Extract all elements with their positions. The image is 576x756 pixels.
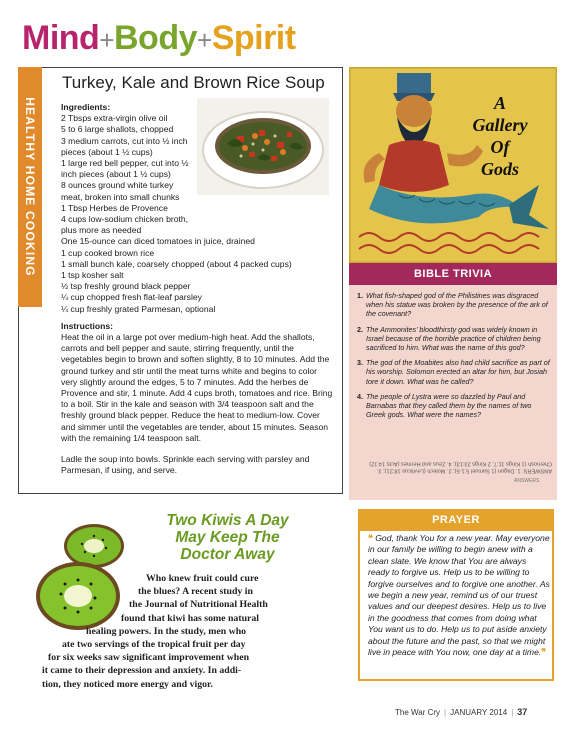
kiwi-line: it came to their depression and anxiety. In addi-	[42, 665, 242, 677]
gallery-title-line: A	[493, 93, 506, 113]
ingredient-line: 2 Tbsps extra-virgin olive oil	[61, 113, 168, 124]
gallery-title-line: Gallery	[472, 115, 528, 135]
trivia-question	[357, 325, 551, 353]
kiwi-line: for six weeks saw significant improvement when	[48, 652, 250, 664]
section-tab-label: HEALTHY HOME COOKING	[23, 97, 37, 277]
trivia-number: 1.	[357, 291, 363, 300]
ingredient-line: 1 tsp kosher salt	[61, 270, 124, 281]
kiwi-title-line: Doctor Away	[180, 546, 275, 563]
ingredient-line: plus more as needed	[61, 225, 142, 236]
kiwi-line: the blues? A recent study in	[138, 586, 253, 598]
masthead-body: Body	[114, 19, 197, 57]
trivia-question-text: What fish-shaped god of the Philistines was disgraced when his statue was broken by the presence of the ark of the covenant?	[366, 291, 548, 319]
masthead-plus-1: +	[99, 25, 114, 55]
trivia-number: 3.	[357, 358, 363, 368]
instructions-label: Instructions:	[61, 320, 114, 331]
recipe-title: Turkey, Kale and Brown Rice Soup	[62, 73, 325, 92]
masthead-spirit: Spirit	[211, 19, 296, 57]
ingredient-line: ½ tsp freshly ground black pepper	[61, 281, 191, 292]
trivia-question-text: The Ammonites' bloodthirsty god was widely known in Israel because of the horrible practice of children being sacrificed to him. What was the name of this god?	[366, 324, 541, 353]
recipe-text	[61, 102, 333, 477]
kiwi-title-line: May Keep The	[175, 529, 280, 546]
masthead-mind: Mind	[22, 19, 100, 57]
ingredient-line: 1 cup cooked brown rice	[61, 247, 155, 258]
trivia-heading: BIBLE TRIVIA	[349, 263, 557, 285]
section-tab	[18, 67, 42, 307]
kiwi-line: the Journal of Nutritional Health	[129, 599, 268, 611]
ingredient-line: 1 large red bell pepper, cut into ½	[61, 158, 189, 169]
ingredient-line: 8 ounces ground white turkey	[61, 180, 174, 191]
kiwi-line: healing powers. In the study, men who	[86, 625, 247, 637]
prayer-heading: PRAYER	[358, 509, 554, 531]
trivia-question	[357, 358, 551, 386]
instructions-text: Heat the oil in a large pot over medium-high heat. Add the shallots, carrots and bell pepper and saute, stirring frequently, until the vegetables begin to brown and soften slightly, 8 to 10 minutes. Add the ground turkey and stir until the meat turns white and begins to color very slightly around the edges, 5 to 7 minutes. Add the herbes de Provence and stir, 1 minute. Add 4 cups broth, tomatoes and rice. Bring to a boil. Stir in the kale and season with 3/4 teaspoon salt and the freshly ground black pepper. Reduce the heat to medium-low. Cover and simmer until the vegetables are tender, about 15 minutes. Season with the remaining 1/4 teaspoon salt.	[61, 332, 333, 443]
serving-text: Ladle the soup into bowls. Sprinkle each serving with parsley and Parmesan, if using, and serve.	[61, 454, 310, 476]
footer-date: JANUARY 2014	[450, 708, 508, 717]
trivia-question	[357, 392, 551, 420]
kiwi-line: found that kiwi has some natural	[121, 612, 259, 624]
ingredients-label: Ingredients:	[61, 102, 111, 112]
ingredient-line: pieces (about 1 ½ cups)	[61, 146, 153, 157]
trivia-answers-upside-down: ANSWERS: 1. Dagon (1 Samuel 5:1-5); 2. Molech (Leviticus 18:21); 3. Chemosh (1 Kings 11:7, 2 Kings 23:13); 4. Zeus and Hermes (Acts 14:12)	[369, 460, 552, 474]
ingredient-line: 5 to 6 large shallots, chopped	[61, 124, 174, 135]
ingredient-line: 1 Tbsp Herbes de Provence	[61, 202, 168, 213]
kiwi-line: ate two servings of the tropical fruit per day	[62, 639, 246, 651]
trivia-question-text: The god of the Moabites also had child sacrifice as part of his worship. Solomon erected an altar for him, but Josiah tore it down. What was he called?	[366, 358, 550, 386]
masthead	[22, 18, 296, 60]
footer-page-number: 37	[517, 707, 528, 717]
kiwi-line: Who knew fruit could cure	[146, 573, 259, 584]
ingredient-line: 4 cups low-sodium chicken broth,	[61, 214, 189, 225]
trivia-list	[357, 291, 551, 425]
ingredient-line: meat, broken into small chunks	[61, 191, 180, 202]
trivia-answers-label: ANSWERS	[514, 478, 540, 484]
kiwi-article-title	[115, 512, 340, 563]
trivia-question-text: The people of Lystra were so dazzled by Paul and Barnabas that they called them by the names of two Greek gods. What were the names?	[366, 391, 532, 420]
trivia-question	[357, 291, 551, 319]
trivia-number: 2.	[357, 324, 363, 334]
prayer-text-block	[368, 533, 550, 658]
ingredient-line: inch pieces (about 1 ½ cups)	[61, 169, 171, 180]
prayer-text: God, thank You for a new year. May everyone in our family be willing to begin anew with a clean slate. We know that You are always ready to forgive us. Help us to be willing to forgive ourselves and to forgive one another. As we begin a new year, remind us of our truest values and our deepest desires. Help us to live in the goodness that comes from doing what You want us to do. Help us to put aside anxiety about the future and the past, so that we might live in peace with You now, one day at a time.	[368, 533, 550, 658]
ingredient-line: One 15-ounce can diced tomatoes in juice, drained	[61, 236, 255, 247]
kiwi-line: tion, they noticed more energy and vigor.	[42, 678, 213, 690]
close-quote-icon: ❞	[541, 647, 547, 658]
ingredient-line: 1 small bunch kale, coarsely chopped (about 4 packed cups)	[61, 258, 292, 269]
open-quote-icon: ❝	[368, 533, 373, 543]
gallery-title-line: Of	[490, 137, 510, 157]
gallery-title-line: Gods	[480, 159, 519, 179]
gallery-title	[455, 92, 545, 180]
ingredient-line: ¼ cup chopped fresh flat-leaf parsley	[61, 292, 202, 303]
kiwi-title-line: Two Kiwis A Day	[166, 512, 289, 529]
page-footer: The War Cry | JANUARY 2014 | 37	[395, 707, 528, 717]
ingredient-line: ¼ cup freshly grated Parmesan, optional	[61, 303, 216, 314]
footer-publication: The War Cry	[395, 708, 441, 717]
kiwi-article-body	[26, 572, 344, 691]
ingredient-line: 3 medium carrots, cut into ½ inch	[61, 135, 188, 146]
masthead-plus-2: +	[197, 25, 212, 55]
trivia-number: 4.	[357, 391, 363, 401]
